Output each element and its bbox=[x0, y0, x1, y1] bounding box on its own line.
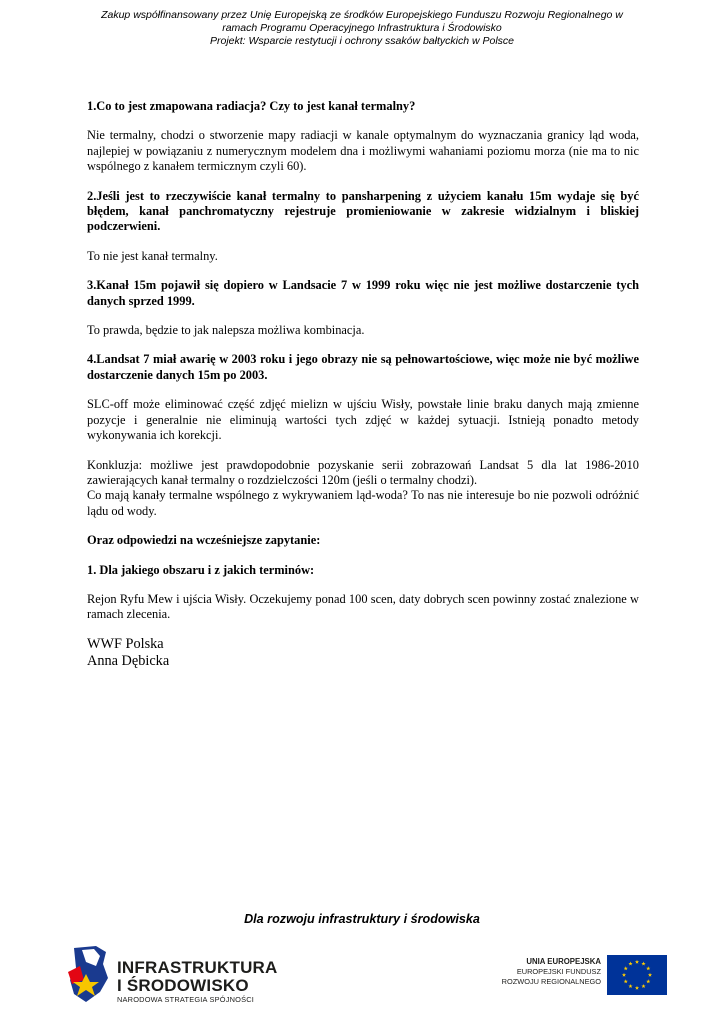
eu-logo-line-2: EUROPEJSKI FUNDUSZ bbox=[516, 967, 601, 976]
answer-4: SLC-off może eliminować część zdjęć mielizn w ujściu Wisły, powstałe linie braku danych mają zmienne pozycje i generalnie nie eliminują wartości tych zdjęć w każdej sytuacji. Istnieją ponadto metody wykonywania ich korekcji. bbox=[87, 397, 639, 443]
eu-logo-line-3: ROZWOJU REGIONALNEGO bbox=[501, 977, 601, 986]
question-4: 4.Landsat 7 miał awarię w 2003 roku i jego obrazy nie są pełnowartościowe, więc może nie być możliwe dostarczenie danych 15m po 2003. bbox=[87, 352, 639, 382]
eu-flag-icon bbox=[607, 955, 667, 995]
footer-tagline: Dla rozwoju infrastruktury i środowiska bbox=[244, 912, 480, 926]
header-line-2: ramach Programu Operacyjnego Infrastruktura i Środowisko bbox=[222, 22, 502, 34]
logo-left-line-2: I ŚRODOWISKO bbox=[117, 976, 249, 995]
earlier-answers-heading: Oraz odpowiedzi na wcześniejsze zapytanie: bbox=[87, 533, 321, 548]
answer-2: To nie jest kanał termalny. bbox=[87, 248, 218, 263]
question-1: 1.Co to jest zmapowana radiacja? Czy to jest kanał termalny? bbox=[87, 99, 416, 113]
signature-block bbox=[87, 636, 639, 671]
document-header bbox=[40, 9, 684, 48]
question-2: 2.Jeśli jest to rzeczywiście kanał termalny to pansharpening z użyciem kanału 15m wydaje się być błędem, kanał panchromatyczny rejestruje promieniowanie w zakresie widzialnym i bliskiej podczerwieni. bbox=[87, 188, 639, 234]
header-line-3: Projekt: Wsparcie restytucji i ochrony ssaków bałtyckich w Polsce bbox=[209, 35, 515, 47]
document-body bbox=[87, 99, 639, 671]
header-line-1: Zakup współfinansowany przez Unię Europejską ze środków Europejskiego Funduszu Rozwoju Regionalnego w bbox=[101, 9, 623, 21]
conclusion-paragraph: Konkluzja: możliwe jest prawdopodobnie pozyskanie serii zobrazowań Landsat 5 dla lat 1986-2010 zawierających kanał termalny o rozdzielczości 120m (jeśli o termalny chodzi). bbox=[87, 457, 639, 487]
poland-map-icon bbox=[66, 944, 114, 1006]
earlier-question-1: 1. Dla jakiego obszaru i z jakich terminów: bbox=[87, 562, 315, 577]
logo-left-line-3: NARODOWA STRATEGIA SPÓJNOŚCI bbox=[117, 995, 255, 1004]
eu-logo-line-1: UNIA EUROPEJSKA bbox=[526, 957, 601, 966]
signature-name: Anna Dębicka bbox=[87, 653, 170, 670]
conclusion-followup: Co mają kanały termalne wspólnego z wykrywaniem ląd-woda? To nas nie interesuje bo nie pozwoli odróżnić lądu od wody. bbox=[87, 488, 639, 518]
signature-org: WWF Polska bbox=[87, 635, 164, 652]
eu-logo bbox=[480, 955, 670, 997]
eu-logo-text bbox=[502, 957, 601, 987]
answer-3: To prawda, będzie to jak nalepsza możliwa kombinacja. bbox=[87, 323, 365, 338]
logo-left-line-1: INFRASTRUKTURA bbox=[117, 958, 278, 977]
infrastruktura-logo bbox=[66, 944, 278, 1006]
answer-1: Nie termalny, chodzi o stworzenie mapy radiacji w kanale optymalnym do wyznaczania granicy ląd woda, najlepiej w powiązaniu z numerycznym modelem dna i możliwymi wahaniami poziomu morza (nie ma to nic wspólnego z kanałem termicznym czyli 60). bbox=[87, 128, 639, 174]
earlier-answer-1: Rejon Ryfu Mew i ujścia Wisły. Oczekujemy ponad 100 scen, daty dobrych scen powinny zostać znalezione w ramach zlecenia. bbox=[87, 591, 639, 622]
question-3: 3.Kanał 15m pojawił się dopiero w Landsacie 7 w 1999 roku więc nie jest możliwe dostarczenie tych danych sprzed 1999. bbox=[87, 278, 639, 308]
